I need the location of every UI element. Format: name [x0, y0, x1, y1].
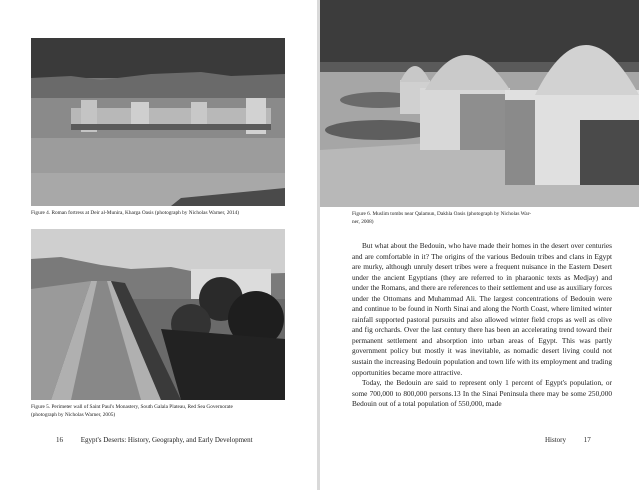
left-page-number: 16	[56, 436, 63, 444]
paragraph-bedouin-today: Today, the Bedouin are said to represent only 1 percent of Egypt's population, or some 700,000 to 800,000 persons.13 In the Sinai Peninsula there may be some 250,000 Bedouin out of a total population of 550,000, made	[352, 378, 612, 409]
body-text	[352, 241, 612, 410]
paragraph-bedouin-origins: But what about the Bedouin, who have made their homes in the desert over centuries and are comfortable in it? The origins of the various Bedouin tribes and clans in Egypt are murky, although unruly desert tribes were a frequent nuisance in the Eastern Desert under the ancient Egyptians (they are referred to in pharaonic texts as Medjay) and under the Romans, and there are references to their settlement and use as auxiliary forces under the Ottomans and Muhammad Ali. The largest concentrations of Bedouin were and continue to be found in North Sinai and along the North Coast, where limited winter rainfall supported pastoral pursuits and also allowed winter field crops as well as olive and fig orchards. Over the last century there has been an accelerating trend toward their permanent settlement and absorption into urban areas of Egypt. This was partly government policy but mostly it was inevitable, as nomadic desert living could not sustain the increasing Bedouin population and town life with its employment and trading opportunities became more attractive.	[352, 241, 612, 377]
right-page-number: 17	[583, 436, 591, 444]
left-footer	[56, 436, 253, 444]
right-running-head: History	[545, 436, 566, 444]
tombs-image	[320, 0, 639, 207]
figure-6-caption-line-1: Figure 6. Muslim tombs near Qalamun, Dakhla Oasis (photograph by Nicholas War-	[352, 211, 531, 217]
figure-4-photo	[31, 38, 285, 206]
figure-6-caption-line-2: ner, 2008)	[352, 218, 374, 225]
figure-6-photo	[320, 0, 639, 207]
figure-5-photo	[31, 229, 285, 400]
figure-5-caption-line-2: (photograph by Nicholas Warner, 2005)	[31, 411, 116, 418]
monastery-wall-image	[31, 229, 285, 400]
fortress-image	[31, 38, 285, 206]
figure-5-caption	[31, 404, 301, 419]
right-footer	[545, 436, 591, 444]
figure-5-caption-line-1: Figure 5. Perimeter wall of Saint Paul's Monastery, South Galala Plateau, Red Sea Governorate	[31, 404, 233, 410]
figure-6-caption	[352, 211, 617, 226]
left-running-head: Egypt's Deserts: History, Geography, and Early Development	[80, 436, 253, 444]
figure-4-caption: Figure 4. Roman fortress at Deir al-Munira, Kharga Oasis (photograph by Nicholas Warner, 2014)	[31, 210, 240, 216]
